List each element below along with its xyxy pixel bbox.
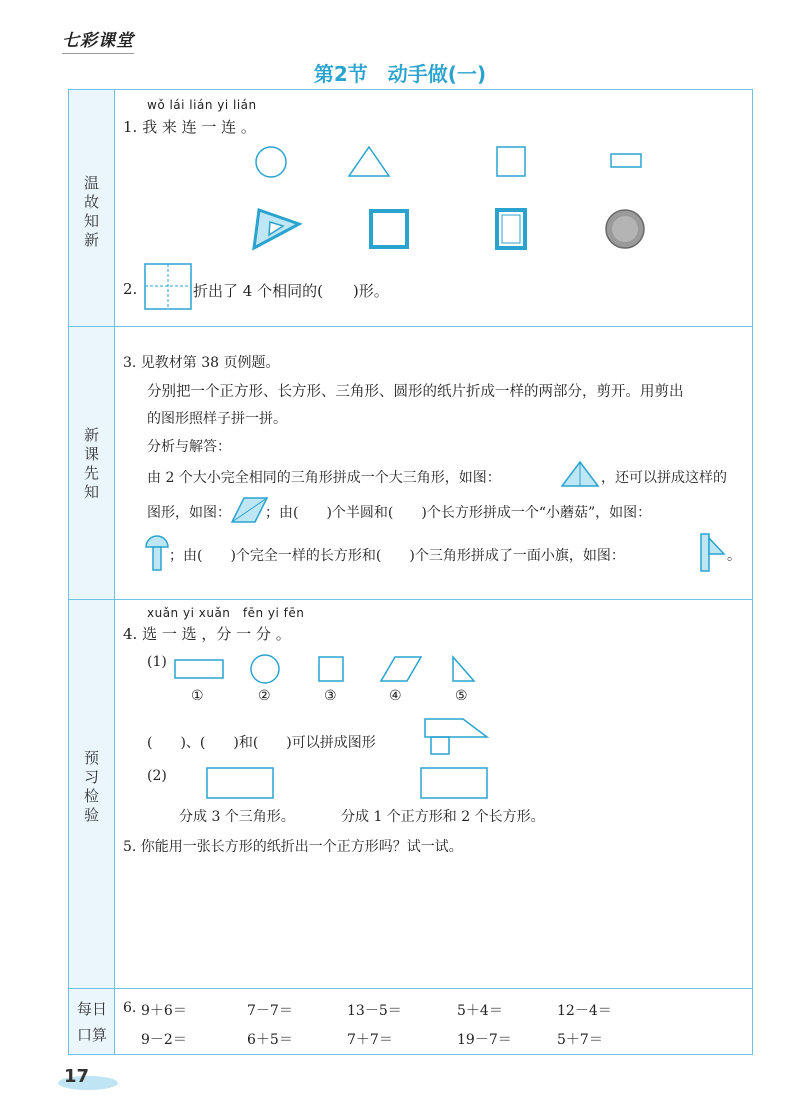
- q3-line2: 分别把一个正方形、长方形、三角形、圆形的纸片折成一样的两部分，剪开。用剪出: [147, 384, 684, 400]
- q4-part2: (2): [147, 768, 167, 784]
- q4-shape-options: [169, 652, 489, 688]
- q3-line5b: ，还可以拼成这样的: [601, 470, 727, 486]
- q3-line6b: ；由( )个半圆和( )个长方形拼成一个“小蘑菇”，如图：: [265, 505, 652, 521]
- q6-r1-c4: 5＋4＝: [457, 1003, 503, 1019]
- rectangle-frame-icon: [497, 210, 525, 248]
- q4-pinyin: xuǎn yi xuǎn fēn yi fēn: [147, 606, 305, 620]
- q1-text: 1. 我 来 连 一 连 。: [123, 118, 256, 136]
- q3-line5a: 由 2 个大小完全相同的三角形拼成一个大三角形，如图：: [147, 470, 501, 486]
- q3-line7a: ；由( )个完全一样的长方形和( )个三角形拼成了一面小旗，如图：: [169, 548, 625, 564]
- divider: [69, 988, 752, 989]
- q4-sentence: ( )、( )和( )可以拼成图形: [147, 735, 376, 751]
- q4-caption-a: 分成 3 个三角形。: [179, 809, 295, 825]
- section-new-lesson-sidebar: [69, 326, 115, 599]
- q4-label-5: ⑤: [455, 688, 468, 704]
- mushroom-icon: [145, 533, 169, 573]
- q4-part1: (1): [147, 654, 167, 670]
- q1-pinyin: wǒ lái lián yi lián: [147, 98, 257, 112]
- q1-shapes: [249, 140, 769, 260]
- q2-number: 2.: [123, 280, 138, 298]
- big-triangle-icon: [561, 460, 601, 488]
- q6-r1-c3: 13－5＝: [347, 1003, 402, 1019]
- rectangle-icon: [175, 660, 223, 678]
- q6-r2-c3: 7＋7＝: [347, 1032, 393, 1048]
- q4-text: 4. 选 一 选 ，分 一 分 。: [123, 625, 291, 643]
- circle-icon: [251, 655, 279, 683]
- divider: [69, 599, 752, 600]
- page-number: 17: [64, 1066, 90, 1087]
- square-icon: [319, 657, 343, 681]
- square-frame-icon: [371, 211, 407, 247]
- q4-caption-b: 分成 1 个正方形和 2 个长方形。: [341, 809, 545, 825]
- q6-r2-c2: 6＋5＝: [247, 1032, 293, 1048]
- parallelogram-icon: [381, 657, 421, 681]
- q3-line1: 3. 见教材第 38 页例题。: [123, 355, 280, 371]
- section-review-label: 温故知新: [83, 174, 99, 249]
- worksheet-frame: [68, 89, 753, 1055]
- section-review-sidebar: [69, 90, 115, 326]
- q5-text: 5. 你能用一张长方形的纸折出一个正方形吗？试一试。: [123, 839, 463, 855]
- rectangle-icon: [611, 154, 641, 167]
- q4-label-1: ①: [191, 688, 204, 704]
- composite-shape-icon: [421, 717, 493, 757]
- q4-label-3: ③: [324, 688, 337, 704]
- parallelogram-icon: [231, 496, 269, 524]
- square-icon: [497, 147, 525, 176]
- section-daily-sidebar: [69, 988, 115, 1054]
- flag-icon: [699, 532, 727, 574]
- q6-r1-c2: 7－7＝: [247, 1003, 293, 1019]
- q4-label-2: ②: [258, 688, 271, 704]
- divider: [69, 326, 752, 327]
- section-daily-label: 每日口算: [76, 1000, 107, 1044]
- rectangle-a-icon: [205, 766, 275, 802]
- q3-line6a: 图形，如图：: [147, 505, 231, 521]
- q6-number: 6.: [123, 1000, 137, 1016]
- right-triangle-icon: [453, 657, 474, 681]
- q6-r2-c1: 9－2＝: [141, 1032, 187, 1048]
- section-preview-label: 预习检验: [83, 749, 99, 824]
- q6-r2-c5: 5＋7＝: [557, 1032, 603, 1048]
- brand-logo: 七彩课堂: [62, 26, 134, 54]
- q4-label-4: ④: [389, 688, 402, 704]
- section-new-lesson-label: 新课先知: [83, 426, 99, 501]
- page-title: 第2节 动手做(一): [313, 62, 487, 86]
- q6-r1-c5: 12－4＝: [557, 1003, 612, 1019]
- q3-line7b: 。: [727, 548, 741, 564]
- folded-paper-icon: [144, 263, 194, 311]
- triangle-icon: [349, 147, 389, 176]
- q6-r2-c4: 19－7＝: [457, 1032, 512, 1048]
- q3-line3: 的图形照样子拼一拼。: [147, 411, 287, 427]
- q6-r1-c1: 9＋6＝: [141, 1003, 187, 1019]
- section-preview-sidebar: [69, 599, 115, 988]
- q2-text: 折出了 4 个相同的( )形。: [193, 282, 389, 300]
- rectangle-b-icon: [419, 766, 489, 802]
- q3-line4: 分析与解答：: [147, 439, 231, 455]
- circle-icon: [256, 147, 286, 177]
